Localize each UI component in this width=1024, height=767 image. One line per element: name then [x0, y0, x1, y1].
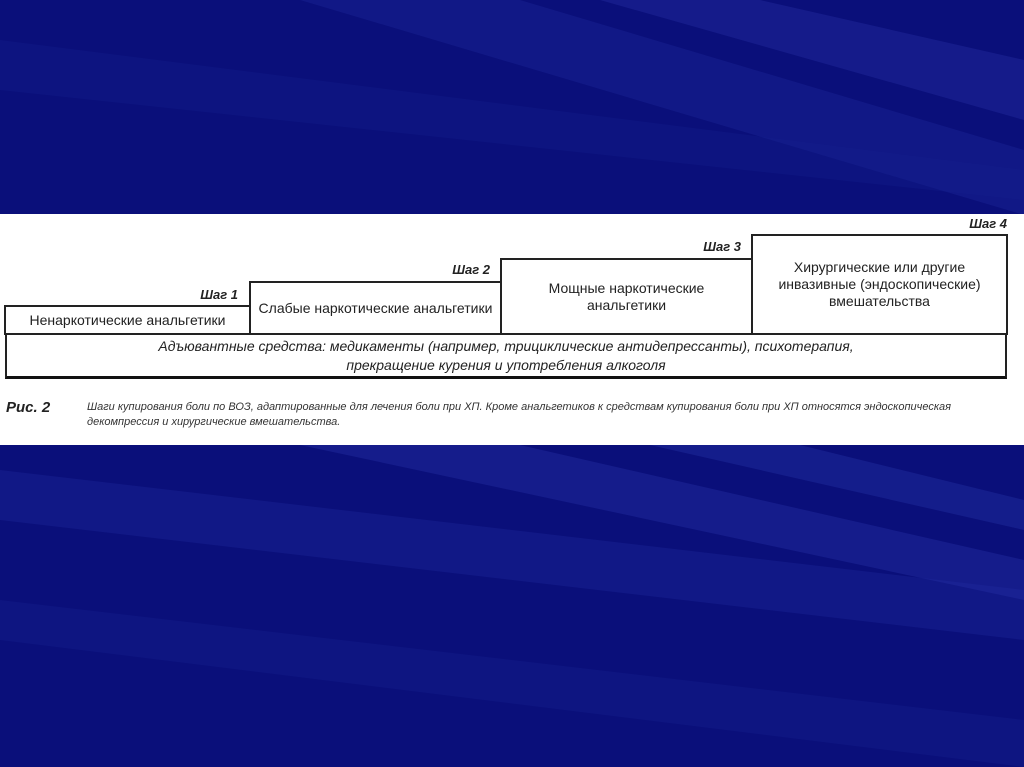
- step-4-text: Хирургические или другие инвазивные (эндоскопические) вмешательства: [778, 259, 981, 309]
- step-3-box: [500, 258, 753, 335]
- step-4-label: Шаг 4: [969, 216, 1007, 231]
- step-2-text: Слабые наркотические анальгетики: [258, 299, 493, 316]
- step-3-text: Мощные наркотические анальгетики: [548, 279, 705, 313]
- step-2-box: [249, 281, 502, 335]
- step-4-box: [751, 234, 1008, 335]
- figure-caption-label: Рис. 2: [6, 399, 51, 416]
- step-2-label: Шаг 2: [452, 262, 490, 277]
- adjuvant-text: Адъювантные средства: медикаменты (например, трициклические антидепрессанты), психотерапия, прекращение курения и употребления алкоголя: [158, 337, 854, 373]
- step-1-text: Ненаркотические анальгетики: [29, 311, 226, 328]
- figure-caption-text: Шаги купирования боли по ВОЗ, адаптированные для лечения боли при ХП. Кроме анальгетиков к средствам купирования боли при ХП относятся эндоскопическая декомпрессия и хирургические вмешательства.: [87, 401, 952, 428]
- step-1-label: Шаг 1: [200, 287, 238, 302]
- step-1-box: [4, 305, 251, 335]
- figure-panel: [0, 214, 1024, 445]
- step-3-label: Шаг 3: [703, 239, 741, 254]
- adjuvant-box: [5, 333, 1007, 379]
